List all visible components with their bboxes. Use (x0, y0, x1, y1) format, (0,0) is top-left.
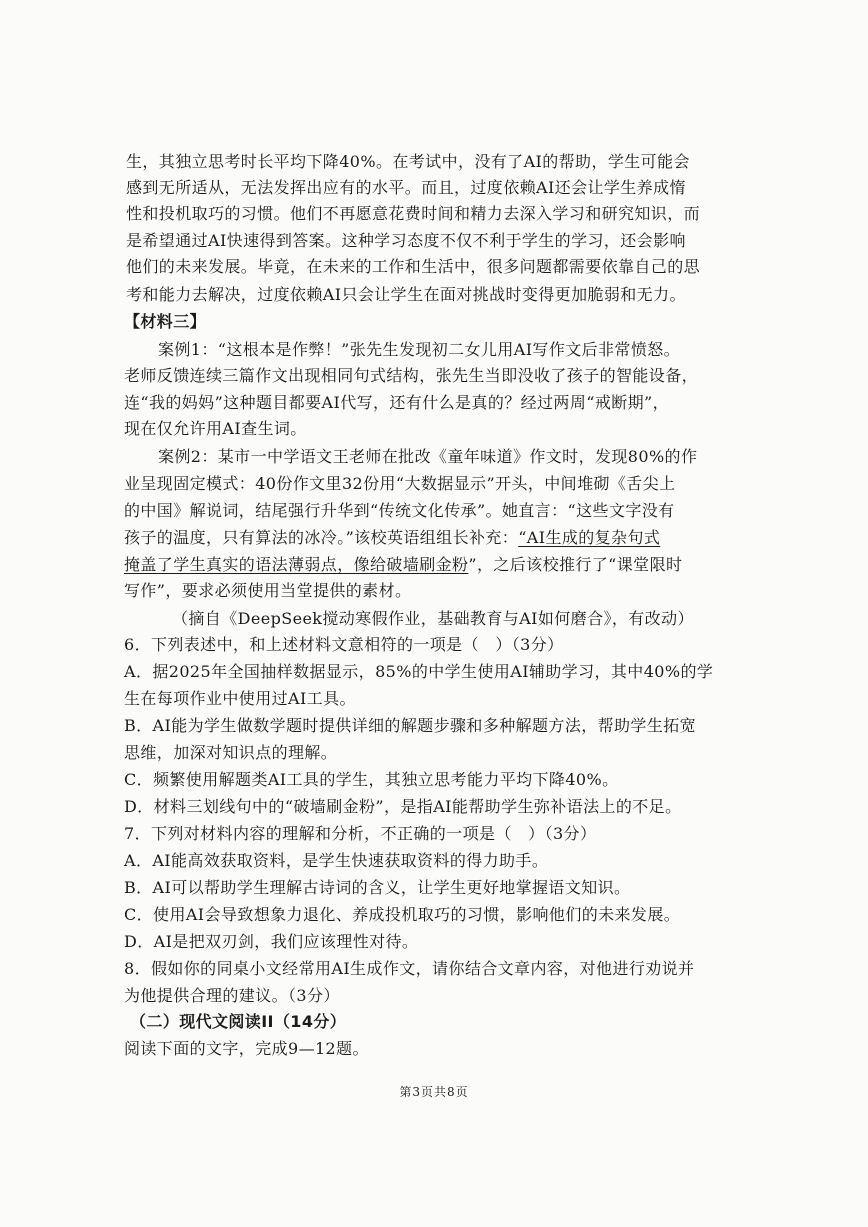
q7-option-a: A．AI能高效获取资料，是学生快速获取资料的得力助手。 (124, 851, 549, 870)
section-heading-reading-2: （二）现代文阅读II（14分） (130, 1012, 347, 1031)
q6-option-c: C．频繁使用解题类AI工具的学生，其独立思考能力平均下降40%。 (124, 770, 619, 789)
case-1-line: 老师反馈连续三篇作文出现相同句式结构，张先生当即没收了孩子的智能设备， (124, 366, 699, 385)
line-text: ”，之后该校推行了“课堂限时 (468, 555, 683, 574)
case-2-line: 业呈现固定模式：40份作文里32份用“大数据显示”开头，中间堆砌《舌尖上 (124, 474, 676, 493)
question-8: 为他提供合理的建议。（3分） (124, 986, 340, 1005)
page-footer: 第3页共8页 (399, 1085, 469, 1099)
case-2-line (124, 554, 682, 576)
question-6: 6．下列表述中，和上述材料文意相符的一项是（ ）（3分） (124, 635, 564, 654)
q6-option-a: 生在每项作业中使用过AI工具。 (124, 689, 356, 708)
case-2-line: 案例2：某市一中学语文王老师在批改《童年味道》作文时，发现80%的作 (158, 447, 698, 466)
q6-option-b: B．AI能为学生做数学题时提供详细的解题步骤和多种解题方法，帮助学生拓宽 (124, 716, 697, 735)
q6-option-d: D．材料三划线句中的“破墙刷金粉”，是指AI能帮助学生弥补语法上的不足。 (124, 797, 682, 816)
case-1-line: 案例1：“这根本是作弊！”张先生发现初二女儿用AI写作文后非常愤怒。 (158, 340, 681, 359)
line-text: 孩子的温度，只有算法的冰冷。”该校英语组组长补充： (124, 528, 519, 547)
source-citation: （摘自《DeepSeek搅动寒假作业，基础教育与AI如何磨合》，有改动） (172, 609, 694, 628)
section-heading-material-3: 【材料三】 (124, 312, 207, 331)
question-8: 8．假如你的同桌小文经常用AI生成作文，请你结合文章内容，对他进行劝说并 (124, 959, 695, 978)
q6-option-a: A．据2025年全国抽样数据显示，85%的中学生使用AI辅助学习，其中40%的学 (124, 662, 714, 681)
q7-option-d: D．AI是把双刃剑，我们应该理性对待。 (124, 932, 419, 951)
paragraph-line: 感到无所适从，无法发挥出应有的水平。而且，过度依赖AI还会让学生养成惰 (126, 178, 686, 197)
case-2-line (124, 527, 660, 549)
paragraph-line: 他们的未来发展。毕竟，在未来的工作和生活中，很多问题都需要依靠自己的思 (126, 257, 701, 276)
paragraph-line: 是希望通过AI快速得到答案。这种学习态度不仅不利于学生的学习，还会影响 (126, 231, 686, 250)
case-2-line: 的中国》解说词，结尾强行升华到“传统文化传承”。她直言：“这些文字没有 (124, 501, 675, 520)
case-2-line: 写作”，要求必须使用当堂提供的素材。 (124, 581, 412, 600)
case-1-line: 连“我的妈妈”这种题目都要AI代写，还有什么是真的？经过两周“戒断期”， (124, 393, 669, 412)
q7-option-b: B．AI可以帮助学生理解古诗词的含义，让学生更好地掌握语文知识。 (124, 878, 631, 897)
paragraph-line: 考和能力去解决，过度依赖AI只会让学生在面对挑战时变得更加脆弱和无力。 (126, 285, 686, 304)
underlined-sentence: 掩盖了学生真实的语法薄弱点，像给破墙刷金粉 (124, 555, 469, 574)
paragraph-line: 性和投机取巧的习惯。他们不再愿意花费时间和精力去深入学习和研究知识，而 (126, 204, 701, 223)
question-7: 7．下列对材料内容的理解和分析，不正确的一项是（ ）（3分） (124, 824, 597, 843)
reading-instruction: 阅读下面的文字，完成9—12题。 (124, 1039, 369, 1058)
paragraph-line: 生，其独立思考时长平均下降40%。在考试中，没有了AI的帮助，学生可能会 (126, 152, 690, 171)
underlined-sentence: “AI生成的复杂句式 (518, 528, 661, 547)
q6-option-b: 思维，加深对知识点的理解。 (124, 743, 338, 762)
case-1-line: 现在仅允许用AI查生词。 (124, 419, 307, 438)
q7-option-c: C．使用AI会导致想象力退化、养成投机取巧的习惯，影响他们的未来发展。 (124, 905, 681, 924)
